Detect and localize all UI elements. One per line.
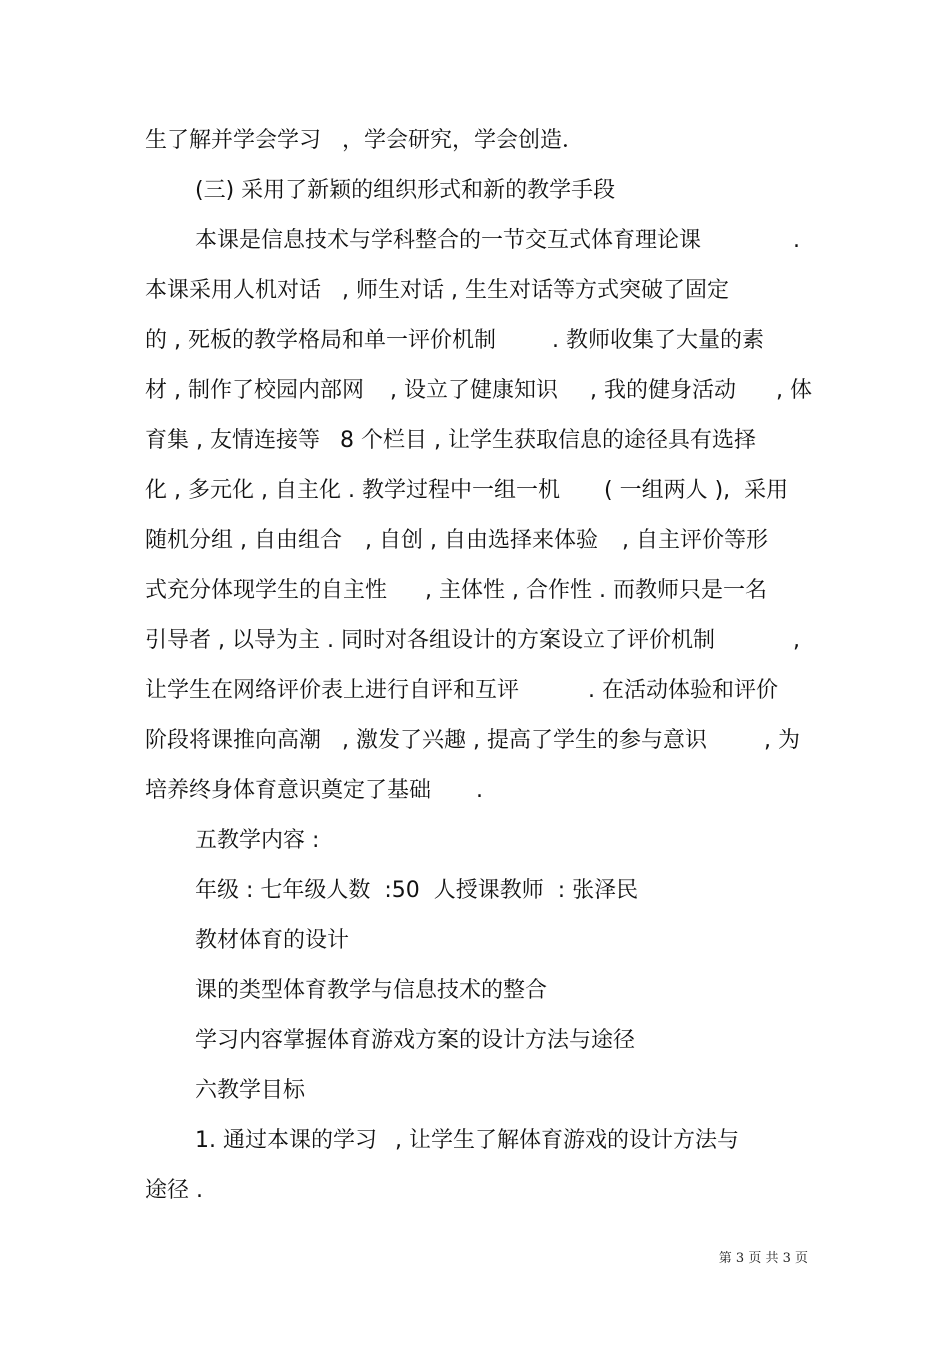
text-segment: 年级 : 七年级人数 :50 人授课教师 : 张泽民 bbox=[195, 878, 639, 903]
text-segment: , 自创 , 自由选择来体验 bbox=[365, 528, 598, 553]
text-line bbox=[0, 824, 950, 858]
text-segment: 培养终身体育意识奠定了基础 bbox=[145, 778, 432, 803]
text-segment: 本课是信息技术与学科整合的一节交互式体育理论课 bbox=[195, 228, 702, 253]
text-segment: 材 , 制作了校园内部网 bbox=[145, 378, 364, 403]
text-segment: , 激发了兴趣 , 提高了学生的参与意识 bbox=[342, 728, 707, 753]
text-segment: 学习内容掌握体育游戏方案的设计方法与途径 bbox=[195, 1028, 636, 1053]
text-segment: ( 一组两人 ), 采用 bbox=[604, 478, 789, 503]
text-segment: 式充分体现学生的自主性 bbox=[145, 578, 388, 603]
text-segment: 阶段将课推向高潮 bbox=[145, 728, 322, 753]
text-line bbox=[0, 924, 950, 958]
text-segment: . 在活动体验和评价 bbox=[588, 678, 778, 703]
text-line bbox=[0, 1074, 950, 1108]
text-line bbox=[0, 974, 950, 1008]
text-line bbox=[0, 374, 950, 408]
text-segment: 教材体育的设计 bbox=[195, 928, 350, 953]
text-segment: 让学生在网络评价表上进行自评和互评 bbox=[145, 678, 520, 703]
text-segment: , 让学生了解体育游戏的设计方法与 bbox=[395, 1128, 739, 1153]
text-segment: 随机分组 , 自由组合 bbox=[145, 528, 342, 553]
text-segment: , 设立了健康知识 bbox=[390, 378, 558, 403]
text-segment: 生了解并学会学习 bbox=[145, 128, 322, 153]
text-segment: . 教师收集了大量的素 bbox=[552, 328, 764, 353]
text-segment: , bbox=[793, 628, 800, 653]
text-segment: 的 , 死板的教学格局和单一评价机制 bbox=[145, 328, 496, 353]
text-line bbox=[0, 424, 950, 458]
text-segment: , 师生对话 , 生生对话等方式突破了固定 bbox=[342, 278, 729, 303]
text-line bbox=[0, 124, 950, 158]
text-segment: 课的类型体育教学与信息技术的整合 bbox=[195, 978, 548, 1003]
text-line bbox=[0, 224, 950, 258]
text-segment: 化 , 多元化 , 自主化 . 教学过程中一组一机 bbox=[145, 478, 560, 503]
text-segment: (三) 采用了新颖的组织形式和新的教学手段 bbox=[195, 178, 616, 203]
text-line bbox=[0, 1124, 950, 1158]
text-segment: 育集 , 友情连接等 bbox=[145, 428, 320, 453]
text-segment: , 我的健身活动 bbox=[590, 378, 736, 403]
text-line bbox=[0, 674, 950, 708]
text-segment: ，学会研究，学会创造． bbox=[342, 128, 585, 153]
text-line bbox=[0, 874, 950, 908]
text-line bbox=[0, 324, 950, 358]
text-line bbox=[0, 774, 950, 808]
text-segment: , 自主评价等形 bbox=[622, 528, 768, 553]
text-line bbox=[0, 274, 950, 308]
text-segment: 引导者 , 以导为主 . 同时对各组设计的方案设立了评价机制 bbox=[145, 628, 715, 653]
text-segment: 五教学内容 : bbox=[195, 828, 320, 853]
text-segment: 本课采用人机对话 bbox=[145, 278, 322, 303]
page-footer: 第 3 页 共 3 页 bbox=[718, 1251, 808, 1266]
text-line bbox=[0, 174, 950, 208]
text-segment: 途径 . bbox=[145, 1178, 203, 1203]
text-segment: 1. 通过本课的学习 bbox=[195, 1128, 377, 1153]
text-line bbox=[0, 474, 950, 508]
text-line bbox=[0, 1174, 950, 1208]
text-segment: , 为 bbox=[764, 728, 800, 753]
text-segment: . bbox=[793, 228, 800, 253]
text-line bbox=[0, 1024, 950, 1058]
text-line bbox=[0, 724, 950, 758]
text-line bbox=[0, 524, 950, 558]
text-segment: . bbox=[476, 778, 483, 803]
text-line bbox=[0, 624, 950, 658]
text-segment: 8 个栏目 , 让学生获取信息的途径具有选择 bbox=[340, 428, 756, 453]
text-segment: 六教学目标 bbox=[195, 1078, 306, 1103]
text-line bbox=[0, 574, 950, 608]
text-segment: , 主体性 , 合作性 . 而教师只是一名 bbox=[425, 578, 767, 603]
text-segment: , 体 bbox=[776, 378, 812, 403]
